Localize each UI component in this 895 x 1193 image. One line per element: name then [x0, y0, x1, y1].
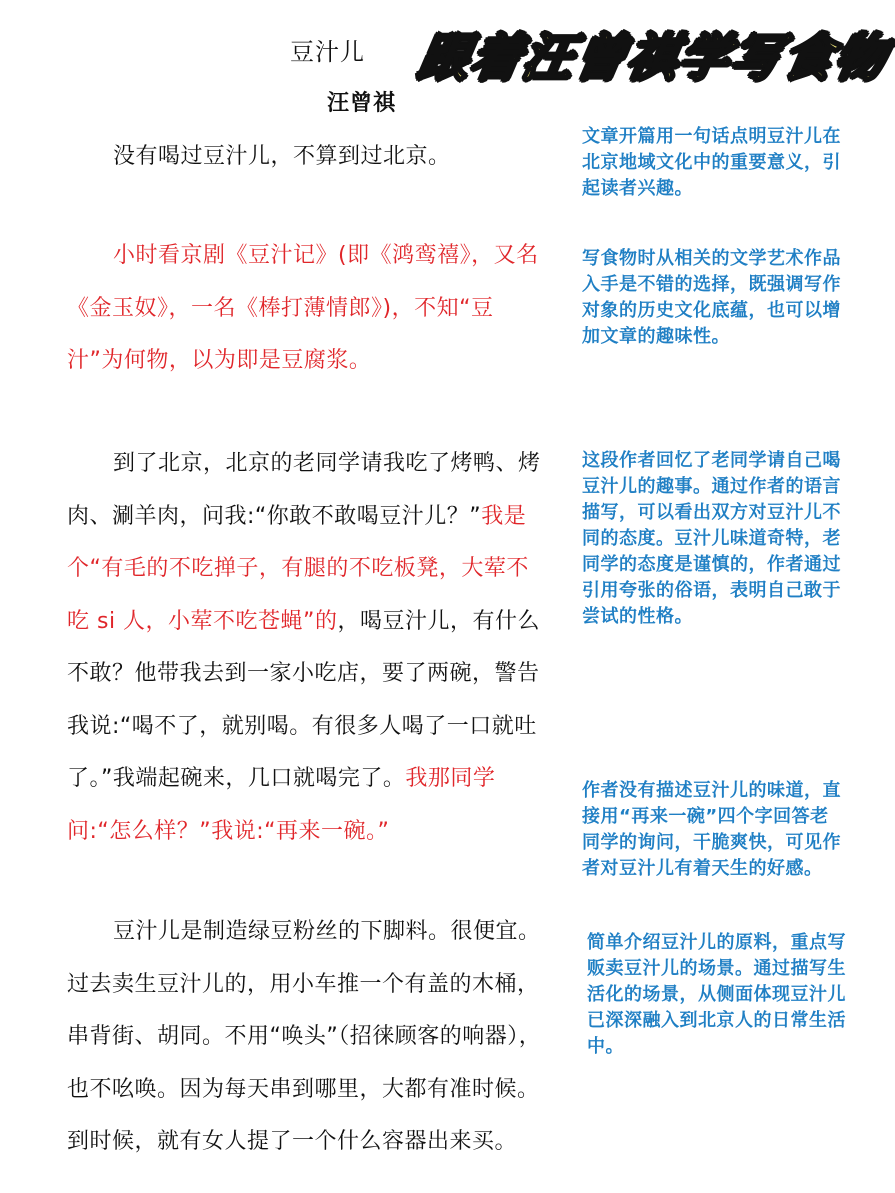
article-title: 豆汁儿: [290, 38, 365, 66]
banner-heading: 跟着汪曾祺学写食物: [414, 29, 893, 87]
annotation-note: 作者没有描述豆汁儿的味道，直接用“再来一碗”四个字回答老同学的询问，干脆爽快，可见作者对豆汁儿有着天生的好感。: [582, 780, 841, 879]
paragraph-classmate: [67, 438, 545, 858]
paragraph-opening: [67, 131, 545, 184]
highlighted-text: 我那同学问:“怎么样？”我说:“再来一碗。”: [67, 766, 496, 844]
paragraph-ingredients: [67, 906, 545, 1169]
paragraph-text: 没有喝过豆汁儿，不算到过北京。: [113, 144, 451, 169]
highlighted-text: 小时看京剧《豆汁记》(即《鸿鸾禧》，又名《金玉奴》，一名《棒打薄情郎》)，不知“豆汁”为何物，以为即是豆腐浆。: [67, 243, 539, 373]
paragraph-opera: [67, 230, 545, 388]
paragraph-text: 到了北京，北京的老同学请我吃了烤鸭、烤肉、涮羊肉，问我:“你敢不敢喝豆汁儿？”: [67, 451, 541, 529]
annotation-note: 写食物时从相关的文学艺术作品入手是不错的选择，既强调写作对象的历史文化底蕴，也可以增加文章的趣味性。: [582, 248, 841, 347]
highlighted-text: 我是个“有毛的不吃掸子，有腿的不吃板凳，大荤不吃 si 人，小荤不吃苍蝇”的: [67, 503, 529, 634]
paragraph-text: ，喝豆汁儿，有什么不敢？他带我去到一家小吃店，要了两碗，警告我说:“喝不了，就别喝。有很多人喝了一口就吐了。”我端起碗来，几口就喝完了。: [67, 608, 540, 791]
article-author: 汪曾祺: [327, 91, 397, 116]
annotation-note: 简单介绍豆汁儿的原料，重点写贩卖豆汁儿的场景。通过描写生活化的场景，从侧面体现豆汁儿已深深融入到北京人的日常生活中。: [587, 932, 846, 1057]
annotation-note: 这段作者回忆了老同学请自己喝豆汁儿的趣事。通过作者的语言描写，可以看出双方对豆汁儿不同的态度。豆汁儿味道奇特，老同学的态度是谨慎的，作者通过引用夸张的俗语，表明自己敢于尝试的性格。: [582, 450, 841, 627]
paragraph-text: 豆汁儿是制造绿豆粉丝的下脚料。很便宜。过去卖生豆汁儿的，用小车推一个有盖的木桶，串背街、胡同。不用“唤头”（招徕顾客的响器），也不吆唤。因为每天串到哪里，大都有准时候。到时候，就有女人提了一个什么容器出来买。: [67, 919, 542, 1154]
annotation-note: 文章开篇用一句话点明豆汁儿在北京地域文化中的重要意义，引起读者兴趣。: [582, 126, 841, 199]
